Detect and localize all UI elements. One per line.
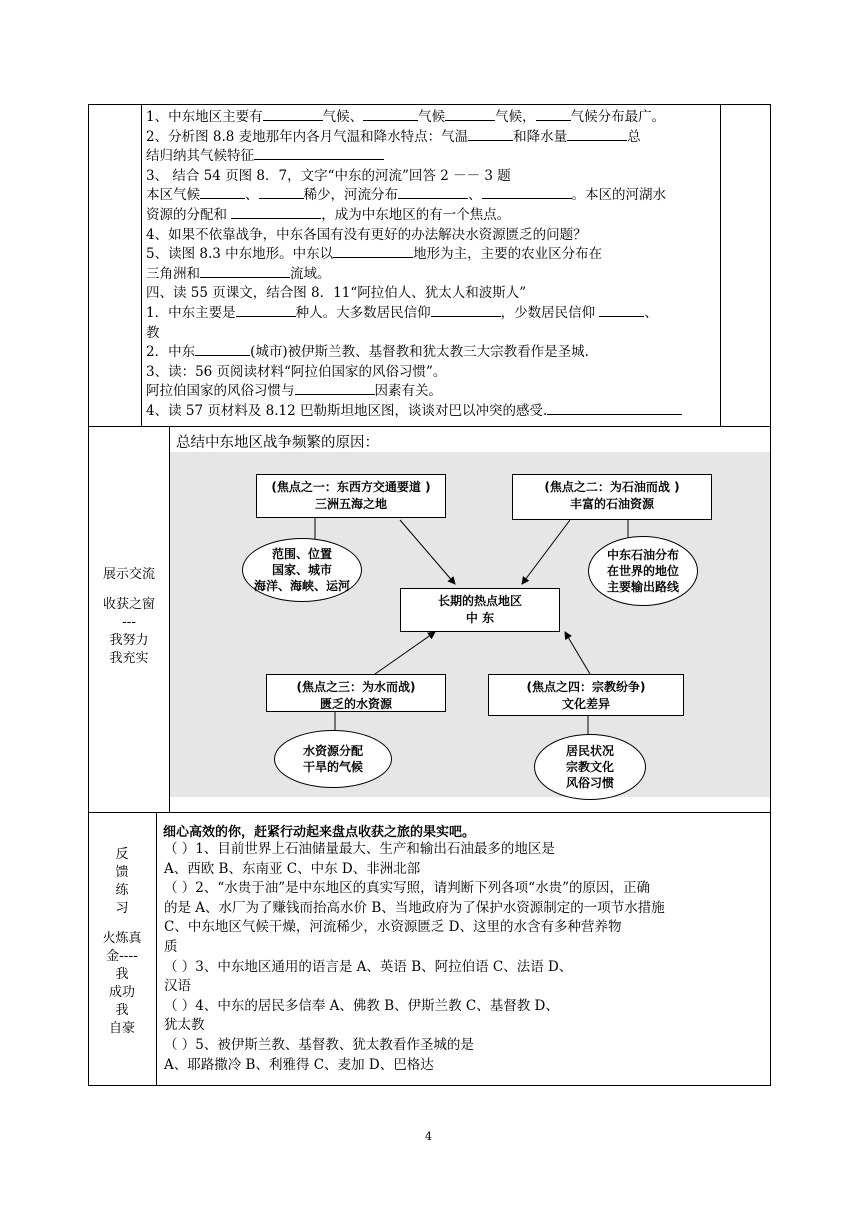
- feedback-section-label: [90, 846, 154, 1038]
- feedback-line: A、耶路撒冷 B、利雅得 C、麦加 D、巴格达: [164, 1056, 434, 1073]
- arrow-focus2: [522, 520, 570, 584]
- study-line: 四、读 55 页课文，结合图 8．11“阿拉伯人、犹太人和波斯人”: [146, 285, 527, 302]
- answer-blank[interactable]: [231, 206, 321, 219]
- feedback-line: （ ）1、目前世界上石油储量最大、生产和输出石油最多的地区是: [164, 841, 555, 857]
- label-line: 馈: [115, 865, 129, 880]
- label-line: 收获之窗: [102, 597, 155, 612]
- study-line: 结归纳其气候特征: [146, 147, 384, 166]
- answer-blank[interactable]: [200, 265, 290, 278]
- answer-blank[interactable]: [468, 128, 513, 141]
- feedback-intro: 细心高效的你，赶紧行动起来盘点收获之旅的果实吧。: [163, 825, 476, 840]
- study-line: 2．中东 (城市)被伊斯兰教、基督教和犹太教三大宗教看作是圣城.: [146, 344, 589, 361]
- study-section: [146, 104, 718, 424]
- label-line: 习: [115, 901, 129, 916]
- label-line: 练: [115, 883, 129, 898]
- ellipse-focus2: 中东石油分布 在世界的地位 主要输出路线: [588, 536, 698, 606]
- feedback-line: （ ）2、“水贵于油”是中东地区的真实写照，请判断下列各项“水贵”的原因，正确: [164, 880, 650, 897]
- label-line: 成功: [108, 985, 135, 1000]
- feedback-line: 汉语: [164, 978, 191, 995]
- label-line: 我充实: [109, 651, 149, 666]
- feedback-line: （ ）4、中东的居民多信奉 A、佛教 B、伊斯兰教 C、基督教 D、: [164, 997, 559, 1014]
- center-box: 长期的热点地区 中 东: [400, 588, 560, 632]
- answer-blank[interactable]: [200, 186, 245, 199]
- answer-blank[interactable]: [567, 128, 627, 141]
- study-line: 1．中东主要是 种人。大多数居民信仰 ，少数居民信仰 、: [146, 305, 658, 321]
- label-line: [90, 918, 154, 930]
- answer-blank[interactable]: [259, 186, 304, 199]
- answer-blank[interactable]: [482, 186, 572, 199]
- study-line: 教: [146, 324, 160, 341]
- answer-blank[interactable]: [536, 108, 571, 121]
- ellipse-focus1: 范围、位置 国家、城市 海洋、海峡、运河: [242, 538, 362, 602]
- answer-blank[interactable]: [263, 108, 323, 121]
- answer-blank[interactable]: [599, 304, 644, 317]
- feedback-questions: [164, 840, 764, 1080]
- answer-blank[interactable]: [295, 382, 375, 395]
- label-line: 自豪: [108, 1021, 135, 1036]
- show-section-label: [90, 566, 168, 668]
- feedback-line: 犹太教: [164, 1017, 205, 1034]
- study-line: 资源的分配和 ，成为中东地区的有一个焦点。: [146, 207, 511, 223]
- label-line: 展示交流: [102, 567, 155, 582]
- answer-blank[interactable]: [254, 147, 384, 160]
- arrow-focus1: [400, 520, 455, 584]
- feedback-line: 质: [164, 939, 178, 955]
- focus3-box: (焦点之三：为水而战) 匮乏的水资源: [266, 674, 446, 712]
- answer-blank[interactable]: [431, 304, 501, 317]
- answer-blank[interactable]: [398, 186, 468, 199]
- answer-blank[interactable]: [363, 108, 418, 121]
- label-line: 火炼真: [102, 931, 142, 946]
- show-heading: 总结中东地区战争频繁的原因：: [176, 435, 379, 451]
- feedback-line: A、西欧 B、东南亚 C、中东 D、非洲北部: [164, 860, 421, 877]
- study-line: 3、 结合 54 页图 8．7，文字“中东的河流”回答 2 －－ 3 题: [146, 167, 511, 184]
- arrow-focus3: [375, 632, 435, 674]
- study-line: 1、中东地区主要有 气候、 气候 气候， 气候分布最广。: [146, 109, 666, 125]
- study-line: 三角洲和 流域。: [146, 265, 331, 282]
- diagram: [170, 452, 770, 812]
- arrow-focus4: [565, 632, 590, 674]
- study-line: 4、如果不依靠战争，中东各国有没有更好的办法解决水资源匮乏的问题？: [146, 226, 587, 243]
- feedback-line: （ ）3、中东地区通用的语言是 A、英语 B、阿拉伯语 C、法语 D、: [164, 958, 573, 975]
- answer-blank[interactable]: [333, 245, 413, 258]
- answer-blank[interactable]: [445, 108, 495, 121]
- label-line: 我努力: [109, 633, 149, 648]
- ellipse-focus4: 居民状况 宗教文化 风俗习惯: [534, 734, 646, 800]
- answer-blank[interactable]: [236, 304, 296, 317]
- study-line: 2、分析图 8.8 麦地那年内各月气温和降水特点：气温 和降水量 总: [146, 128, 641, 145]
- feedback-line: C、中东地区气候干燥，河流稀少，水资源匮乏 D、这里的水含有多种营养物: [164, 919, 622, 936]
- focus4-box: (焦点之四：宗教纷争) 文化差异: [488, 674, 684, 716]
- answer-blank[interactable]: [547, 402, 682, 415]
- ellipse-focus3: 水资源分配 干旱的气候: [274, 730, 392, 788]
- feedback-line: 的是 A、水厂为了赚钱而抬高水价 B、当地政府为了保护水资源制定的一项节水措施: [164, 899, 665, 916]
- label-line: 我: [115, 1003, 129, 1018]
- focus1-box: (焦点之一：东西方交通要道 ) 三洲五海之地: [256, 474, 446, 518]
- label-line: 金----: [106, 949, 138, 964]
- label-line: 反: [115, 847, 129, 862]
- label-line: 我: [115, 967, 129, 982]
- feedback-line: （ ）5、被伊斯兰教、基督教、犹太教看作圣城的是: [164, 1037, 474, 1053]
- page-number: 4: [425, 1130, 432, 1143]
- answer-blank[interactable]: [195, 343, 250, 356]
- study-line: 阿拉伯国家的风俗习惯与 因素有关。: [146, 383, 442, 400]
- label-line: ---: [121, 615, 137, 630]
- study-line: 3、读：56 页阅读材料“阿拉伯国家的风俗习惯”。: [146, 363, 447, 380]
- study-line: 本区气候 、 稀少，河流分布 、 。本区的河湖水: [146, 187, 666, 204]
- focus2-box: (焦点之二：为石油而战 ) 丰富的石油资源: [512, 474, 712, 520]
- study-line: 4、读 57 页材料及 8.12 巴勒斯坦地区图，谈谈对巴以冲突的感受.: [146, 402, 682, 421]
- label-line: [90, 584, 168, 596]
- study-line: 5、读图 8.3 中东地形。中东以 地形为主，主要的农业区分布在: [146, 246, 603, 263]
